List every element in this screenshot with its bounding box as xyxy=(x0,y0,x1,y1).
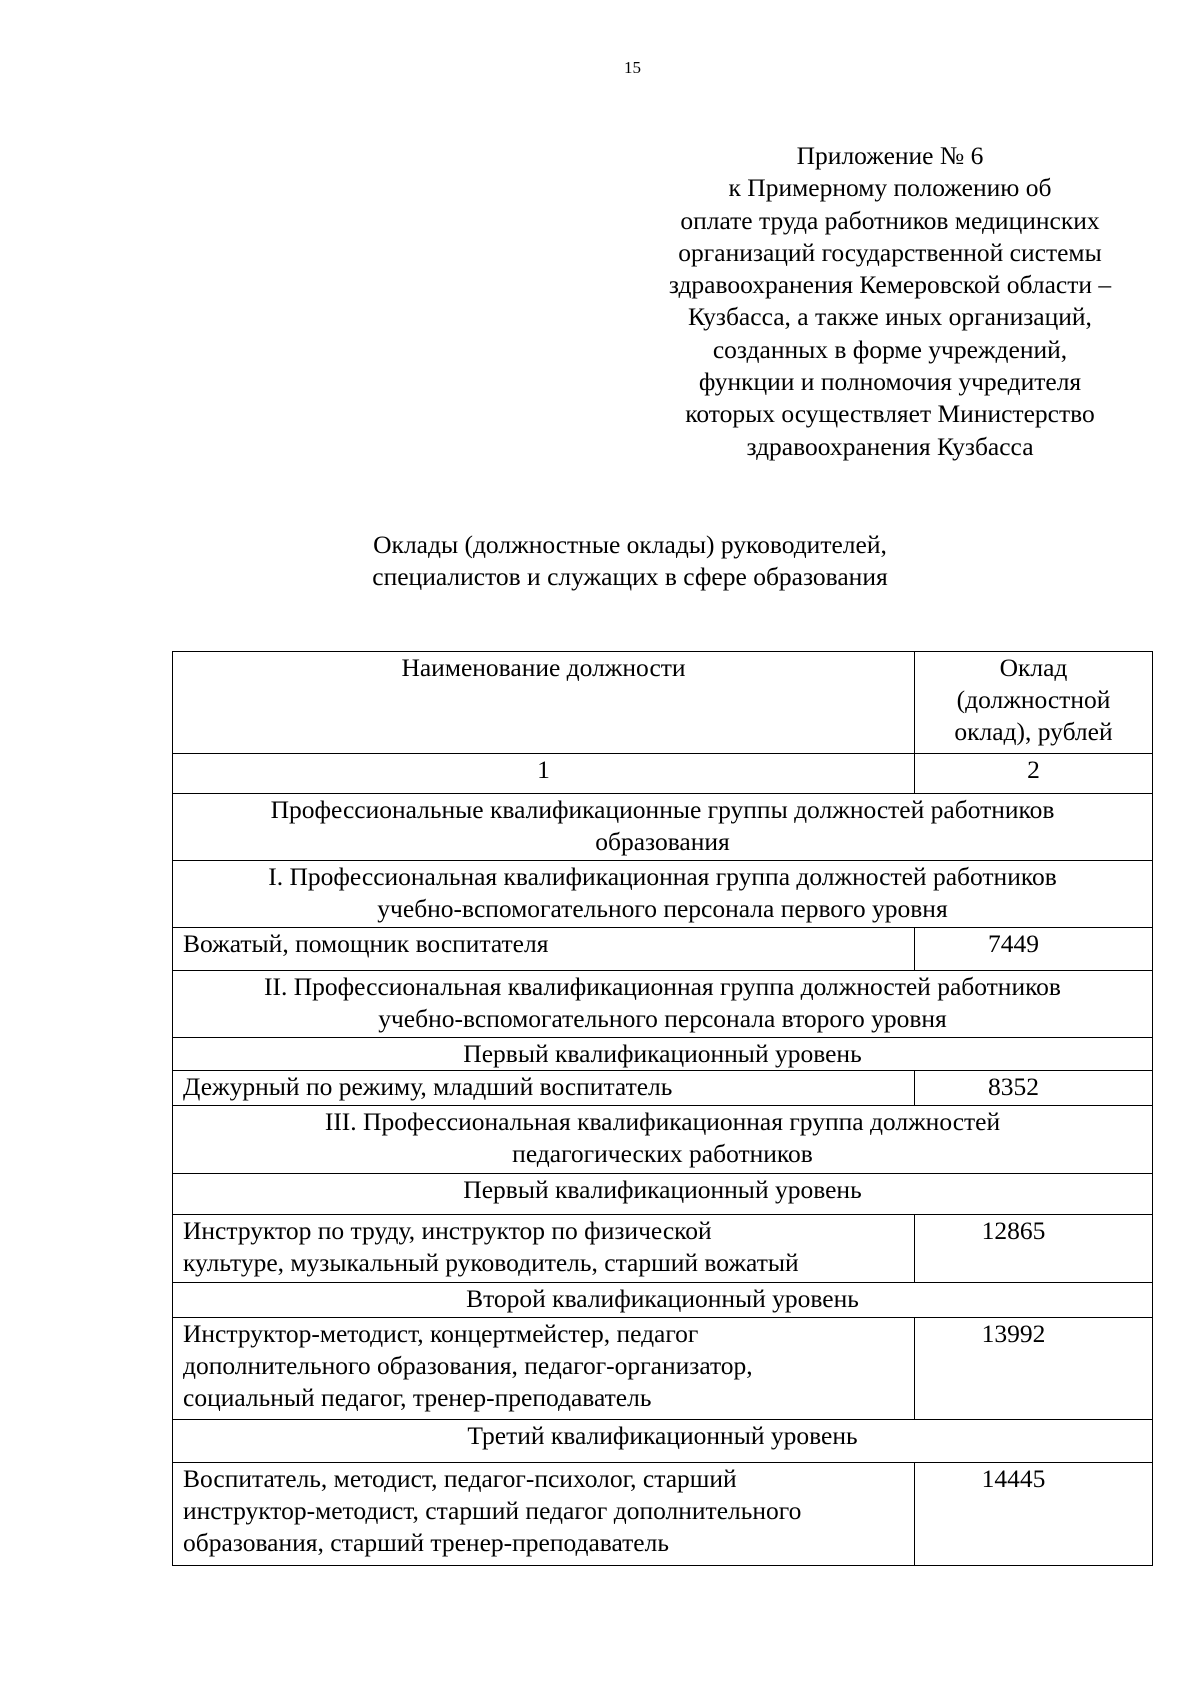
level-row xyxy=(173,1038,1153,1071)
section-main-line: Профессиональные квалификационные группы должностей работников xyxy=(270,795,1055,824)
row-1-value: 7449 xyxy=(915,928,1153,971)
row-3-name-line: Инструктор по труду, инструктор по физической xyxy=(183,1216,712,1245)
row-5-name-line: образования, старший тренер-преподаватель xyxy=(183,1528,669,1557)
table-row xyxy=(173,1318,1153,1420)
row-3-name xyxy=(173,1215,915,1283)
appendix-line: здравоохранения Кузбасса xyxy=(746,431,1034,461)
group-row xyxy=(173,861,1153,928)
group-1-line: I. Профессиональная квалификационная группа должностей работников xyxy=(268,862,1057,891)
level-row xyxy=(173,1283,1153,1318)
table-row xyxy=(173,1215,1153,1283)
level-row xyxy=(173,1174,1153,1215)
row-5-name xyxy=(173,1463,915,1566)
row-3-name-line: культуре, музыкальный руководитель, старший вожатый xyxy=(183,1248,799,1277)
header-salary-line: оклад), рублей xyxy=(954,717,1113,746)
appendix-line: к Примерному положению об xyxy=(728,173,1052,203)
column-number-1: 1 xyxy=(173,754,915,794)
header-salary xyxy=(915,652,1153,754)
appendix-line: оплате труда работников медицинских xyxy=(680,205,1100,235)
level-3-2: Второй квалификационный уровень xyxy=(173,1283,1153,1318)
column-number-row xyxy=(173,754,1153,794)
group-3-line: педагогических работников xyxy=(512,1139,813,1168)
group-2-line: II. Профессиональная квалификационная группа должностей работников xyxy=(264,972,1061,1001)
level-row xyxy=(173,1420,1153,1463)
appendix-line: функции и полномочия учредителя xyxy=(698,367,1082,397)
row-4-name xyxy=(173,1318,915,1420)
section-row xyxy=(173,794,1153,861)
level-2-1: Первый квалификационный уровень xyxy=(173,1038,1153,1071)
title-line: Оклады (должностные оклады) руководителей, xyxy=(373,530,887,559)
group-row xyxy=(173,971,1153,1038)
row-4-value: 13992 xyxy=(915,1318,1153,1420)
row-5-value: 14445 xyxy=(915,1463,1153,1566)
group-2-line: учебно-вспомогательного персонала второго уровня xyxy=(378,1004,947,1033)
title-line: специалистов и служащих в сфере образования xyxy=(372,562,888,591)
group-1-heading xyxy=(173,861,1153,928)
row-5-name-line: Воспитатель, методист, педагог-психолог, старший xyxy=(183,1464,737,1493)
document-title xyxy=(280,529,980,593)
appendix-line: созданных в форме учреждений, xyxy=(712,334,1068,364)
level-3-3: Третий квалификационный уровень xyxy=(173,1420,1153,1463)
column-number-2: 2 xyxy=(915,754,1153,794)
group-row xyxy=(173,1106,1153,1174)
table-header-row xyxy=(173,652,1153,754)
section-main xyxy=(173,794,1153,861)
level-3-1: Первый квалификационный уровень xyxy=(173,1174,1153,1215)
section-main-line: образования xyxy=(595,827,730,856)
row-4-name-line: социальный педагог, тренер-преподаватель xyxy=(183,1383,652,1412)
page-number: 15 xyxy=(624,58,641,77)
group-3-heading xyxy=(173,1106,1153,1174)
row-3-value: 12865 xyxy=(915,1215,1153,1283)
row-4-name-line: Инструктор-методист, концертмейстер, педагог xyxy=(183,1319,699,1348)
row-5-name-line: инструктор-методист, старший педагог дополнительного xyxy=(183,1496,802,1525)
table-row xyxy=(173,1071,1153,1106)
salary-table xyxy=(172,651,1153,1566)
table-row xyxy=(173,1463,1153,1566)
row-2-value: 8352 xyxy=(915,1071,1153,1106)
appendix-line: Кузбасса, а также иных организаций, xyxy=(688,302,1092,332)
appendix-heading xyxy=(620,140,1160,463)
header-position-name: Наименование должности xyxy=(173,652,915,754)
appendix-line: которых осуществляет Министерство xyxy=(685,399,1095,429)
table-row xyxy=(173,928,1153,971)
header-salary-line: Оклад xyxy=(999,653,1068,682)
group-3-line: III. Профессиональная квалификационная группа должностей xyxy=(324,1107,1001,1136)
group-2-heading xyxy=(173,971,1153,1038)
group-1-line: учебно-вспомогательного персонала первого уровня xyxy=(377,894,948,923)
header-salary-line: (должностной xyxy=(956,685,1111,714)
row-2-name: Дежурный по режиму, младший воспитатель xyxy=(173,1071,915,1106)
row-1-name: Вожатый, помощник воспитателя xyxy=(173,928,915,971)
appendix-line: организаций государственной системы xyxy=(678,237,1102,267)
appendix-line: здравоохранения Кемеровской области – xyxy=(668,270,1112,300)
appendix-line: Приложение № 6 xyxy=(796,141,984,170)
row-4-name-line: дополнительного образования, педагог-организатор, xyxy=(183,1351,753,1380)
